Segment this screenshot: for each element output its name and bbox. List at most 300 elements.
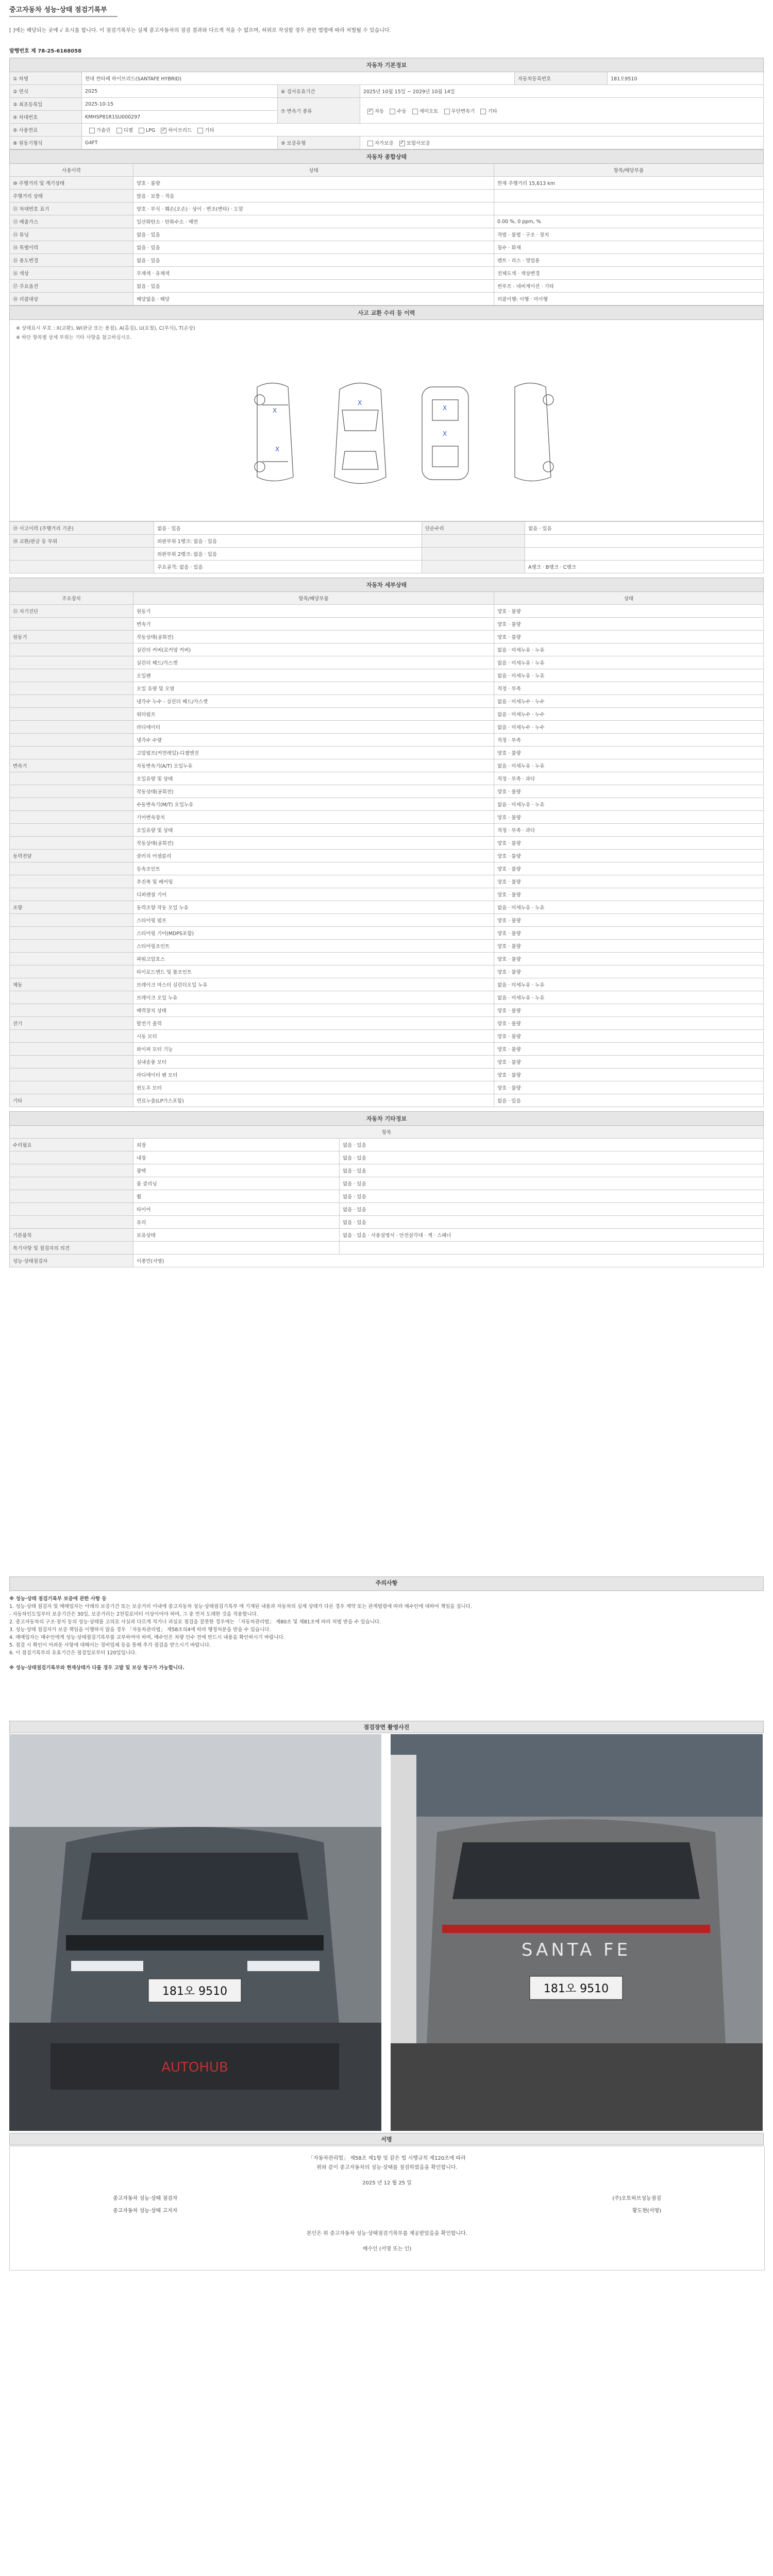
fuel-label: ⑤ 사용연료: [10, 124, 82, 137]
other-row-item: 타이어: [133, 1203, 340, 1216]
other-row-state: 없음 · 있음: [340, 1164, 764, 1177]
other-row-group: 특기사항 및 점검자의 의견: [10, 1242, 133, 1255]
detail-row-item: 실내송풍 모터: [133, 1056, 494, 1069]
other-row: [10, 1151, 764, 1164]
model-value: 현대 싼타페 하이브리드(SANTAFE HYBRID): [82, 72, 515, 85]
general-row: [10, 202, 764, 215]
motor-label: ⑧ 원동기형식: [10, 137, 82, 149]
detail-row-group: [10, 1069, 133, 1081]
general-row-label: ⑭ 특별이력: [10, 241, 133, 254]
detail-row-item: 등속조인트: [133, 862, 494, 875]
detail-row-item: 실린더 커버(로커암 커버): [133, 643, 494, 656]
general-row-state: 해당없음 · 해당: [133, 293, 494, 306]
fuel-opt-4: 기타: [205, 128, 214, 133]
general-row-state: 없음 · 있음: [133, 228, 494, 241]
detail-row-group: [10, 669, 133, 682]
detail-row-group: [10, 618, 133, 631]
detail-row-state: 양호 · 불량: [494, 1043, 764, 1056]
detail-row-item: 배력장치 상태: [133, 1004, 494, 1017]
inspector-label: 중고자동차 성능·상태 점검자: [113, 2196, 178, 2201]
detail-row-state: 없음 · 미세누유 · 누유: [494, 643, 764, 656]
regno-label: 자동차등록번호: [515, 72, 608, 85]
detail-row-item: 냉각수 누수 - 실린더 헤드/가스켓: [133, 695, 494, 708]
detail-row: [10, 978, 764, 991]
other-row-item: 보유상태: [133, 1229, 340, 1242]
detail-row-group: [10, 927, 133, 940]
detail-row-item: 브레이크 마스터 실린더오일 누유: [133, 978, 494, 991]
detail-row-state: 양호 · 불량: [494, 875, 764, 888]
fuel-opt-2: LPG: [145, 128, 156, 133]
detail-row-item: 작동상태(공회전): [133, 837, 494, 850]
detail-row-state: 적정 · 부족 · 과다: [494, 824, 764, 837]
other-row-group: [10, 1216, 133, 1229]
checkbox[interactable]: [390, 109, 395, 114]
detail-row-group: [10, 695, 133, 708]
general-row-extra: 리콜이행: 이행 · 미이행: [494, 293, 764, 306]
notifier-value: 황도현(서명): [632, 2208, 661, 2214]
detail-row-item: 스티어링 펌프: [133, 914, 494, 927]
detail-row-state: 양호 · 불량: [494, 631, 764, 643]
general-row-extra: 0.00 %, 0 ppm, %: [494, 215, 764, 228]
fuel-options: [82, 124, 764, 137]
cautions-block: [9, 1577, 764, 1672]
trans-opt-2: 세미오토: [419, 108, 439, 114]
other-row-state: 없음 · 있음: [340, 1216, 764, 1229]
general-row-extra: 침수 · 화재: [494, 241, 764, 254]
detail-row-state: 없음 · 미세누유 · 누유: [494, 901, 764, 914]
accident-row-value: 외판부위 1랭크: 없음 · 있음: [154, 535, 422, 548]
detail-row-group: ⑪ 자기진단: [10, 605, 133, 618]
rear-plate-text: 181오 9510: [543, 1982, 609, 1995]
checkbox[interactable]: [480, 109, 486, 114]
detail-row: [10, 940, 764, 953]
detail-row: [10, 824, 764, 837]
other-header: 항목: [10, 1126, 764, 1139]
section-other-title: 자동차 기타정보: [10, 1112, 764, 1126]
detail-row-group: [10, 914, 133, 927]
accident-row-value: 없음 · 있음: [154, 522, 422, 535]
other-row-item: 룸 클리닝: [133, 1177, 340, 1190]
detail-row-group: [10, 875, 133, 888]
general-row-state: 없음 · 있음: [133, 254, 494, 267]
details-col-0: 주요장치: [10, 592, 133, 605]
detail-row-item: 오일유량 및 상태: [133, 772, 494, 785]
detail-row-group: [10, 708, 133, 721]
detail-row-state: 없음 · 미세누유 · 누유: [494, 978, 764, 991]
damage-diagram: [10, 320, 764, 521]
checkbox[interactable]: [197, 128, 203, 133]
stand-label-text: AUTOHUB: [161, 2060, 228, 2075]
caution-item: - 자동차인도일부터 보증기간은 30일, 보증거리는 2천킬로미터 이상이어야 하며, 그 중 먼저 도래한 것을 적용합니다.: [9, 1612, 258, 1617]
detail-row-state: 양호 · 불량: [494, 605, 764, 618]
detail-row-state: 없음 · 미세누수 · 누수: [494, 708, 764, 721]
detail-row: [10, 798, 764, 811]
detail-row-group: [10, 940, 133, 953]
detail-row-item: 냉각수 수량: [133, 734, 494, 747]
front-photo: [9, 1734, 381, 2131]
trans-label: ⑦ 변속기 종류: [278, 98, 360, 124]
other-row-group: 수리필요: [10, 1139, 133, 1151]
general-col-1: 상태: [133, 164, 494, 177]
other-row: [10, 1229, 764, 1242]
detail-row-item: 윈도우 모터: [133, 1081, 494, 1094]
accident-rows-table: [9, 521, 764, 573]
general-row: [10, 241, 764, 254]
buyer-line: 매수인 (서명 또는 인): [362, 2246, 412, 2252]
detail-row: [10, 953, 764, 965]
general-row-state: 양호 · 불량: [133, 177, 494, 190]
detail-row: [10, 682, 764, 695]
other-row-group: 기본품목: [10, 1229, 133, 1242]
detail-row: [10, 605, 764, 618]
checkbox[interactable]: [444, 109, 450, 114]
car-right-side: [515, 383, 553, 481]
general-row-extra: 썬루프 · 네비게이션 · 기타: [494, 280, 764, 293]
other-row-item: [133, 1242, 340, 1255]
other-row-item: 외장: [133, 1139, 340, 1151]
detail-row-state: 양호 · 불량: [494, 1017, 764, 1030]
sig-line-2: 위와 같이 중고자동차의 성능·상태를 점검하였음을 확인합니다.: [316, 2165, 458, 2171]
detail-row: [10, 914, 764, 927]
general-row-label: ⑪ 차대번호 표기: [10, 202, 133, 215]
detail-row: [10, 862, 764, 875]
detail-row-item: 디퍼렌셜 기어: [133, 888, 494, 901]
other-row-group: [10, 1203, 133, 1216]
detail-row-item: 연료누출(LP가스포함): [133, 1094, 494, 1107]
svg-text:X: X: [443, 430, 447, 437]
general-row-extra: [494, 202, 764, 215]
detail-row-state: 없음 · 있음: [494, 1094, 764, 1107]
detail-row: [10, 875, 764, 888]
detail-row-group: 기타: [10, 1094, 133, 1107]
trans-opt-3: 무단변속기: [451, 108, 475, 114]
other-row-group: [10, 1190, 133, 1203]
other-row-state: 없음 · 있음: [340, 1203, 764, 1216]
detail-row-item: 동력조향 작동 오일 누유: [133, 901, 494, 914]
detail-row-item: 고압펌프(커먼레일)-디젤엔진: [133, 747, 494, 759]
year-value: 2025: [82, 85, 278, 98]
general-row-state: 많음 · 보통 · 적음: [133, 190, 494, 202]
detail-row: [10, 991, 764, 1004]
detail-row: [10, 734, 764, 747]
detail-row-item: 작동상태(공회전): [133, 631, 494, 643]
period-value: 2025년 10월 15일 ~ 2029년 10월 14일: [360, 85, 764, 98]
detail-row-item: 스티어링조인트: [133, 940, 494, 953]
detail-row-group: [10, 824, 133, 837]
other-row: [10, 1190, 764, 1203]
detail-row-state: 없음 · 미세누유 · 누유: [494, 798, 764, 811]
details-col-1: 항목/해당부품: [133, 592, 494, 605]
svg-text:X: X: [275, 446, 280, 453]
general-row-label: 주행거리 상태: [10, 190, 133, 202]
detail-row-state: 양호 · 불량: [494, 1069, 764, 1081]
detail-row-group: [10, 682, 133, 695]
detail-row-group: 동력전달: [10, 850, 133, 862]
other-row-item: 유리: [133, 1216, 340, 1229]
section-accident-title: 사고 교환 수리 등 이력: [10, 306, 764, 320]
accident-row: [10, 548, 764, 561]
accident-row-right-value: 없음 · 있음: [525, 522, 764, 535]
detail-row-group: 원동기: [10, 631, 133, 643]
notifier-label: 중고자동차 성능·상태 고지자: [113, 2208, 178, 2214]
detail-row-state: 없음 · 미세누유 · 누유: [494, 656, 764, 669]
sig-line-1: 「자동차관리법」 제58조 제1항 및 같은 법 시행규칙 제120조에 따라: [308, 2156, 466, 2161]
caution-item: 3. 성능·상태 점검자가 보증 책임을 이행하지 않을 경우 「자동차관리법」 제58조의4에 따라 행정처분을 받을 수 있습니다.: [9, 1627, 271, 1633]
detail-row: [10, 1081, 764, 1094]
general-row-state: 양호 · 부식 · 훼손(오손) · 상이 · 변조(변타) · 도말: [133, 202, 494, 215]
accident-row-value: 주요골격: 없음 · 있음: [154, 561, 422, 573]
trans-opt-1: 수동: [397, 108, 407, 114]
detail-row-item: 시동 모터: [133, 1030, 494, 1043]
detail-row-state: 양호 · 불량: [494, 837, 764, 850]
other-row-state: 없음 · 있음: [340, 1151, 764, 1164]
cautions-intro: ※ 성능·상태 점검기록부 보증에 관한 사항 등: [9, 1596, 107, 1602]
checkbox[interactable]: [367, 141, 373, 146]
detail-row: [10, 721, 764, 734]
warranty-opt-0: 자가보증: [375, 141, 394, 146]
detail-row-item: 클러치 어셈블리: [133, 850, 494, 862]
detail-row-item: 원동기: [133, 605, 494, 618]
general-row: [10, 280, 764, 293]
section-signature-title: 서명: [9, 2133, 764, 2145]
damage-marks: [273, 399, 447, 453]
detail-row-state: 양호 · 불량: [494, 1004, 764, 1017]
detail-row-item: 자동변속기(A/T) 오일누유: [133, 759, 494, 772]
detail-row-group: 제동: [10, 978, 133, 991]
vin-value: KMHSP81R1SU000297: [82, 111, 278, 124]
detail-row-state: 양호 · 불량: [494, 850, 764, 862]
details-table: [9, 578, 764, 1107]
detail-row: [10, 643, 764, 656]
accident-row-right-label: [422, 548, 525, 561]
detail-row: [10, 618, 764, 631]
detail-row: [10, 695, 764, 708]
checkbox[interactable]: [139, 128, 144, 133]
accident-table: [9, 306, 764, 521]
accident-row: [10, 561, 764, 573]
general-row-label: ⑰ 주요옵션: [10, 280, 133, 293]
accident-row-right-label: 단순수리: [422, 522, 525, 535]
warranty-label: ⑨ 보증유형: [278, 137, 360, 149]
other-row-group: [10, 1164, 133, 1177]
detail-row-state: 없음 · 미세누유 · 누유: [494, 991, 764, 1004]
other-row: [10, 1177, 764, 1190]
main-form: [9, 52, 764, 1267]
legend-line-2: ※ 하단 항목별 상세 부위는 기타 사항을 참고하십시오.: [16, 335, 132, 341]
general-row-label: ⑯ 색상: [10, 267, 133, 280]
accident-row-right-label: [422, 561, 525, 573]
section-cautions-title: 주의사항: [9, 1577, 764, 1591]
year-label: ② 연식: [10, 85, 82, 98]
other-info-table: [9, 1111, 764, 1267]
detail-row: [10, 811, 764, 824]
checkbox-checked[interactable]: [367, 109, 373, 114]
section-basic-title: 자동차 기본정보: [10, 58, 764, 72]
other-row-item: 광택: [133, 1164, 340, 1177]
caution-item: 1. 성능·상태 점검자 및 매매업자는 아래의 보증기간 또는 보증거리 이내에 중고자동차 성능·상태점검기록부 에 기재된 내용과 자동차의 실제 상태가 다른 경우 계약 또는 관계법령에 따라 매수인에 대하여 책임을 집니다.: [9, 1604, 473, 1609]
detail-row-group: [10, 772, 133, 785]
detail-row-group: [10, 965, 133, 978]
checkbox[interactable]: [412, 109, 418, 114]
detail-row-state: 양호 · 불량: [494, 811, 764, 824]
detail-row-state: 없음 · 미세누유 · 누유: [494, 759, 764, 772]
detail-row-state: 없음 · 미세누수 · 누수: [494, 721, 764, 734]
checkbox-checked[interactable]: [161, 128, 166, 133]
fuel-opt-1: 디젤: [123, 128, 133, 133]
checkbox-checked[interactable]: [399, 141, 405, 146]
section-general-title: 자동차 종합상태: [10, 150, 764, 164]
other-row-item: 내장: [133, 1151, 340, 1164]
checkbox[interactable]: [116, 128, 122, 133]
warranty-options: [360, 137, 764, 149]
rear-car-image: [391, 1734, 763, 2131]
basic-info-table: [9, 58, 764, 149]
vin-label: ④ 차대번호: [10, 111, 82, 124]
caution-item: 5. 점검 시 확인이 어려운 사항에 대해서는 정비업체 등을 통해 추가 점검을 받으시기 바랍니다.: [9, 1642, 211, 1648]
detail-row: [10, 850, 764, 862]
general-row: [10, 293, 764, 306]
car-outline-diagram: [237, 374, 566, 493]
detail-row-group: [10, 798, 133, 811]
detail-row-item: 변속기: [133, 618, 494, 631]
detail-row-state: 적정 · 부족: [494, 734, 764, 747]
general-row: [10, 228, 764, 241]
general-row-label: ⑩ 주행거리 및 계기상태: [10, 177, 133, 190]
detail-row-state: 없음 · 미세누수 · 누수: [494, 695, 764, 708]
warranty-opt-1: 보험사보증: [406, 141, 430, 146]
other-row-item: 휠: [133, 1190, 340, 1203]
regno-value: 181오9510: [608, 72, 764, 85]
accident-row-right-label: [422, 535, 525, 548]
legend-line-1: ※ 상태표시 부호 : X(교환), W(판금 또는 용접), A(흠집), U(요철), C(부식), T(손상): [16, 326, 195, 331]
other-row-group: [10, 1151, 133, 1164]
detail-row-item: 파워고압호스: [133, 953, 494, 965]
general-row-extra: 전체도색 · 색상변경: [494, 267, 764, 280]
accident-row-right-value: A랭크 · B랭크 · C랭크: [525, 561, 764, 573]
fuel-opt-0: 가솔린: [96, 128, 111, 133]
motor-value: G4FT: [82, 137, 278, 149]
detail-row: [10, 1069, 764, 1081]
detail-row: [10, 1056, 764, 1069]
general-row: [10, 177, 764, 190]
general-row-extra: [494, 190, 764, 202]
front-car-image: [9, 1734, 381, 2131]
firstreg-label: ③ 최초등록일: [10, 98, 82, 111]
general-row: [10, 215, 764, 228]
svg-text:X: X: [273, 407, 277, 414]
section-details-title: 자동차 세부상태: [10, 578, 764, 592]
general-row: [10, 190, 764, 202]
detail-row: [10, 631, 764, 643]
detail-row-item: 오일팬: [133, 669, 494, 682]
accident-row-label: ⑲ 사고이력 (주행거리 기준): [10, 522, 154, 535]
other-row-state: 없음 · 있음 · 사용설명서 · 안전삼각대 · 잭 · 스패너: [340, 1229, 764, 1242]
detail-row-state: 양호 · 불량: [494, 953, 764, 965]
cautions-list: [9, 1603, 764, 1657]
front-plate-text: 181오 9510: [162, 1985, 228, 1998]
page-title: 중고자동차 성능·상태 점검기록부: [9, 4, 107, 14]
detail-row-group: 변속기: [10, 759, 133, 772]
detail-row-group: [10, 747, 133, 759]
diagram-legend: [16, 324, 195, 343]
detail-row-item: 워터펌프: [133, 708, 494, 721]
accident-row: [10, 522, 764, 535]
general-row: [10, 254, 764, 267]
detail-row-group: [10, 643, 133, 656]
detail-row-item: 스티어링 기어(MDPS포함): [133, 927, 494, 940]
trans-opt-0: 자동: [375, 108, 384, 114]
detail-row: [10, 785, 764, 798]
detail-row-item: 작동상태(공회전): [133, 785, 494, 798]
general-row-state: 일산화탄소 · 탄화수소 · 매연: [133, 215, 494, 228]
detail-row-state: 양호 · 불량: [494, 965, 764, 978]
accident-row-label: ⑳ 교환/판금 등 부위: [10, 535, 154, 548]
detail-row-group: [10, 1030, 133, 1043]
receipt-line: 본인은 위 중고자동차 성능·상태점검기록부를 제공받았음을 확인합니다.: [306, 2231, 468, 2236]
other-row: [10, 1139, 764, 1151]
caution-item: 6. 이 점검기록부의 유효기간은 점검일로부터 120일입니다.: [9, 1650, 137, 1656]
detail-row: [10, 708, 764, 721]
detail-row-state: 양호 · 불량: [494, 888, 764, 901]
other-row-group: [10, 1177, 133, 1190]
general-row-extra: 현재 주행거리 15,613 km: [494, 177, 764, 190]
accident-row-label: [10, 561, 154, 573]
detail-row-group: [10, 862, 133, 875]
general-row-label: ⑱ 리콜대상: [10, 293, 133, 306]
detail-row-group: [10, 1043, 133, 1056]
detail-row-state: 적정 · 부족 · 과다: [494, 772, 764, 785]
detail-row-group: [10, 811, 133, 824]
perf-value: 이종민(서명): [133, 1255, 764, 1267]
car-left-side: [255, 383, 293, 481]
detail-row-group: 조향: [10, 901, 133, 914]
checkbox[interactable]: [89, 128, 95, 133]
detail-row: [10, 888, 764, 901]
accident-row: [10, 535, 764, 548]
detail-row-item: 와이퍼 모터 기능: [133, 1043, 494, 1056]
other-row: [10, 1203, 764, 1216]
general-row-extra: 렌트 · 리스 · 영업용: [494, 254, 764, 267]
detail-row-group: [10, 888, 133, 901]
detail-row-item: 추진축 및 베어링: [133, 875, 494, 888]
detail-row: [10, 1030, 764, 1043]
detail-row-item: 실린더 헤드/가스켓: [133, 656, 494, 669]
detail-row: [10, 1043, 764, 1056]
trans-opt-4: 기타: [488, 108, 497, 114]
detail-row: [10, 837, 764, 850]
model-label: ① 차명: [10, 72, 82, 85]
notice-text: [ ]에는 해당되는 곳에 √ 표시를 합니다. 이 점검기록부는 실제 중고자동차의 점검 결과와 다르게 적을 수 없으며, 허위로 작성할 경우 관련 법령에 따라 처벌될 수 있습니다.: [9, 28, 391, 33]
detail-row-item: 기어변속장치: [133, 811, 494, 824]
detail-row-group: [10, 953, 133, 965]
svg-text:X: X: [358, 399, 362, 406]
general-row-state: 없음 · 있음: [133, 241, 494, 254]
svg-text:X: X: [443, 404, 447, 412]
detail-row-group: [10, 1004, 133, 1017]
general-row-label: ⑬ 튜닝: [10, 228, 133, 241]
other-row: [10, 1164, 764, 1177]
detail-row: [10, 656, 764, 669]
detail-row: [10, 965, 764, 978]
detail-row-state: 양호 · 불량: [494, 862, 764, 875]
detail-row-item: 라디에이터: [133, 721, 494, 734]
other-row: [10, 1216, 764, 1229]
detail-row: [10, 927, 764, 940]
certificate-number: 발행번호 제 78-25-6168058: [9, 48, 82, 54]
detail-row: [10, 759, 764, 772]
detail-row-group: [10, 1081, 133, 1094]
car-top-view: [334, 383, 386, 484]
